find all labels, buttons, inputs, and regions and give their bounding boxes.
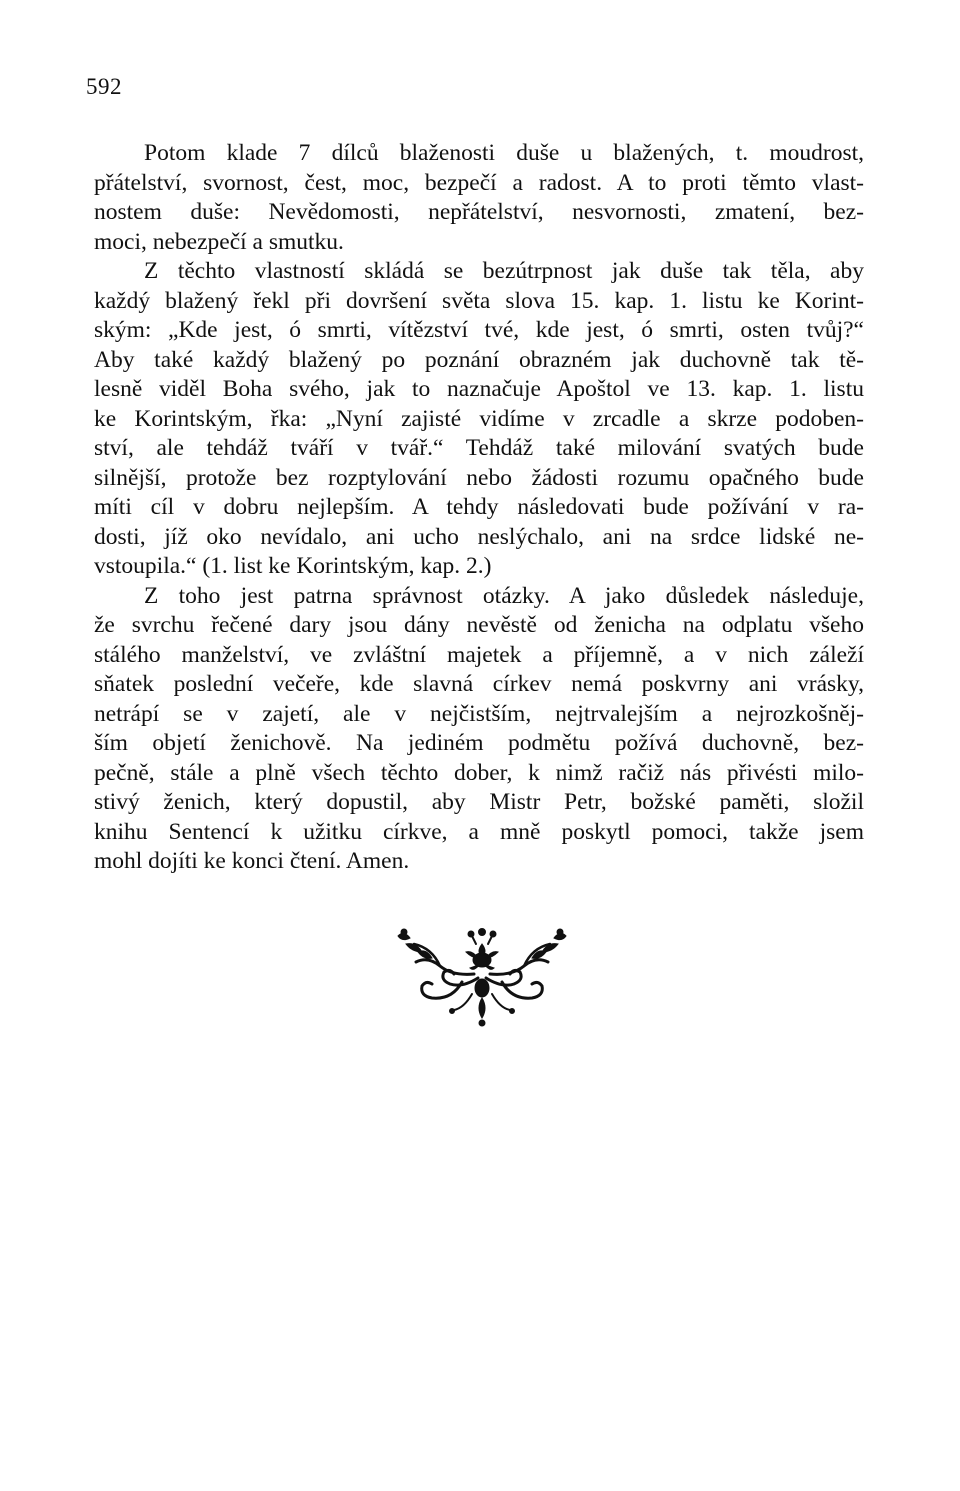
page-number: 592 xyxy=(86,74,122,99)
body-text xyxy=(94,139,864,877)
floral-vignette-icon xyxy=(392,922,572,1032)
text-line: míti cíl v dobru nejlepším. A tehdy následovati bude požívání v ra- xyxy=(94,494,864,520)
text-line: nostem duše: Nevědomosti, nepřátelství, nesvornosti, zmatení, bez- xyxy=(94,199,864,225)
text-line: Z toho jest patrna správnost otázky. A jako důsledek následuje, xyxy=(144,582,864,609)
text-line: pečně, stále a plně všech těchto dober, k nimž račiž nás přivésti milo- xyxy=(94,759,864,786)
text-line: ským: „Kde jest, ó smrti, vítězství tvé, kde jest, ó smrti, osten tvůj?“ xyxy=(94,317,864,343)
text-line: knihu Sentencí k užitku církve, a mně poskytl pomoci, takže jsem xyxy=(94,818,864,845)
text-line: Z těchto vlastností skládá se bezútrpnost jak duše tak těla, aby xyxy=(144,258,864,284)
text-line: lesně viděl Boha svého, jak to naznačuje Apoštol ve 13. kap. 1. listu xyxy=(94,376,864,402)
text-line: stivý ženich, který dopustil, aby Mistr Petr, božské paměti, složil xyxy=(94,789,864,815)
text-line: Potom klade 7 dílců blaženosti duše u blažených, t. moudrost, xyxy=(144,140,864,166)
text-line: Aby také každý blažený po poznání obrazném jak duchovně tak tě- xyxy=(94,346,864,373)
text-line: že svrchu řečené dary jsou dány nevěstě od ženicha na odplatu všeho xyxy=(94,612,864,638)
text-line: každý blažený řekl při dovršení světa slova 15. kap. 1. listu ke Korint- xyxy=(94,287,864,314)
text-line: sňatek poslední večeře, kde slavná církev nemá poskvrny ani vrásky, xyxy=(94,671,864,697)
text-line: vstoupila.“ (1. list ke Korintským, kap. 2.) xyxy=(94,553,492,579)
text-line: přátelství, svornost, čest, moc, bezpečí a radost. A to proti těmto vlast- xyxy=(94,169,864,196)
text-line: moci, nebezpečí a smutku. xyxy=(94,228,344,255)
text-line: ším objetí ženichově. Na jediném podmětu požívá duchovně, bez- xyxy=(94,730,864,756)
text-line: netrápí se v zajetí, ale v nejčistším, nejtrvalejším a nejrozkošněj- xyxy=(94,700,864,727)
text-line: mohl dojíti ke konci čtení. Amen. xyxy=(94,848,410,874)
text-line: ke Korintským, řka: „Nyní zajisté vidíme v zrcadle a skrze podoben- xyxy=(94,405,864,432)
text-line: dosti, jíž oko nevídalo, ani ucho neslýchalo, ani na srdce lidské ne- xyxy=(94,523,864,550)
text-line: stálého manželství, ve zvláštní majetek a příjemně, a v nich záleží xyxy=(94,641,864,668)
text-line: ství, ale tehdáž tváří v tvář.“ Tehdáž také milování svatých bude xyxy=(94,435,864,461)
text-line: silnější, protože bez rozptylování nebo žádosti rozumu opačného bude xyxy=(94,464,864,491)
